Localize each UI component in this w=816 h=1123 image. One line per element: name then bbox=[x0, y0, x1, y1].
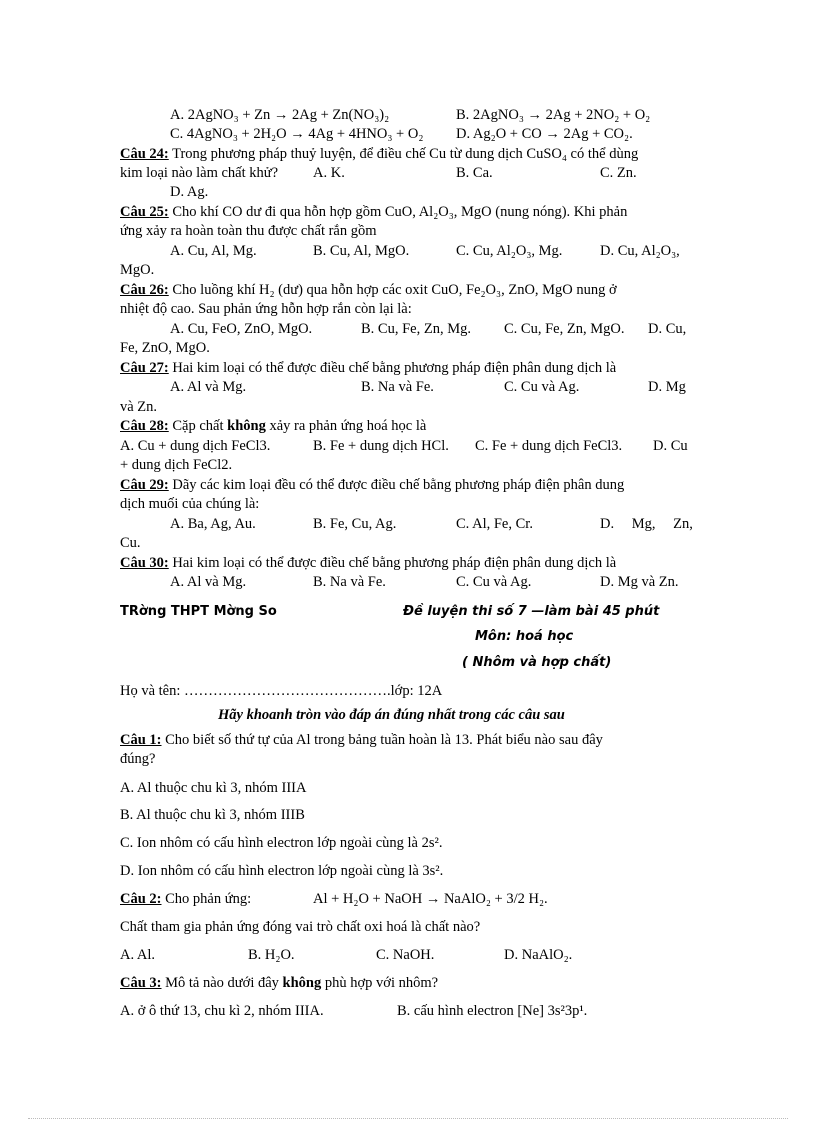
q27-option-b: B. Na và Fe. bbox=[361, 379, 434, 395]
q26-option-d-cont: Fe, ZnO, MgO. bbox=[120, 340, 210, 356]
q26-option-b: B. Cu, Fe, Zn, Mg. bbox=[361, 321, 471, 337]
p3-stem bbox=[120, 974, 438, 992]
student-name-line: Họ và tên: …………………………………….lớp: 12A bbox=[120, 683, 443, 699]
q24-label: Câu 24: bbox=[120, 146, 169, 162]
p3-label: Câu 3: bbox=[120, 975, 162, 991]
p2-label: Câu 2: bbox=[120, 891, 162, 907]
q26-label: Câu 26: bbox=[120, 282, 169, 298]
q27-option-d: D. Mg bbox=[648, 379, 686, 395]
q27-text: Hai kim loại có thể được điều chế bằng phương pháp điện phân dung dịch là bbox=[168, 360, 617, 376]
q30-text: Hai kim loại có thể được điều chế bằng phương pháp điện phân dung dịch là bbox=[168, 555, 617, 571]
school-name: TRờng THPT Mờng So bbox=[120, 604, 277, 619]
q29-label: Câu 29: bbox=[120, 477, 169, 493]
q25-option-b: B. Cu, Al, MgO. bbox=[313, 243, 410, 259]
q27-option-a: A. Al và Mg. bbox=[170, 379, 247, 395]
q28-option-a: A. Cu + dung dịch FeCl3. bbox=[120, 438, 271, 454]
q24-option-d: D. Ag. bbox=[170, 184, 209, 200]
p3-option-b: B. cấu hình electron [Ne] 3s²3p¹. bbox=[397, 1003, 588, 1019]
q23-option-c: C. 4AgNO₃ + 2H₂O → 4Ag + 4HNO₃ + O₂ bbox=[170, 126, 424, 142]
p1-stem-cont: đúng? bbox=[120, 751, 156, 767]
q26-option-d: D. Cu, bbox=[648, 321, 687, 337]
q25-option-a: A. Cu, Al, Mg. bbox=[170, 243, 257, 259]
q24-stem-cont: kim loại nào làm chất khử? bbox=[120, 165, 279, 181]
q23-option-a: A. 2AgNO₃ + Zn → 2Ag + Zn(NO₃)₂ bbox=[170, 107, 390, 123]
q24-option-b: B. Ca. bbox=[456, 165, 493, 181]
q24-text: Trong phương pháp thuỷ luyện, để điều chế Cu từ dung dịch CuSO₄ có thể dùng bbox=[168, 146, 639, 162]
q29-option-c: C. Al, Fe, Cr. bbox=[456, 516, 533, 532]
q29-text: Dãy các kim loại đều có thể được điều chế bằng phương pháp điện phân dung bbox=[168, 477, 625, 493]
q26-stem bbox=[120, 281, 617, 299]
q26-option-c: C. Cu, Fe, Zn, MgO. bbox=[504, 321, 625, 337]
p3-text-pre: Mô tả nào dưới đây bbox=[161, 975, 283, 991]
p1-option-a: A. Al thuộc chu kì 3, nhóm IIIA bbox=[120, 780, 307, 796]
p3-text-post: phù hợp với nhôm? bbox=[321, 975, 439, 991]
q25-option-d-cont: MgO. bbox=[120, 262, 155, 278]
q28-text-bold: không bbox=[227, 418, 266, 434]
q28-text-pre: Cặp chất bbox=[168, 418, 228, 434]
exam-title: Đề luyện thi số 7 —làm bài 45 phút bbox=[403, 604, 660, 619]
q28-option-d: D. Cu bbox=[653, 438, 688, 454]
q27-stem bbox=[120, 359, 616, 377]
p1-stem bbox=[120, 731, 603, 749]
q24-option-a: A. K. bbox=[313, 165, 345, 181]
q25-stem bbox=[120, 203, 627, 221]
p2-stem-cont: Chất tham gia phản ứng đóng vai trò chất oxi hoá là chất nào? bbox=[120, 919, 481, 935]
p2-option-c: C. NaOH. bbox=[376, 947, 435, 963]
q29-option-d-cont: Cu. bbox=[120, 535, 141, 551]
p1-option-c: C. Ion nhôm có cấu hình electron lớp ngoài cùng là 2s². bbox=[120, 835, 443, 851]
q24-stem bbox=[120, 145, 638, 163]
q23-option-b: B. 2AgNO₃ → 2Ag + 2NO₂ + O₂ bbox=[456, 107, 651, 123]
p2-option-b: B. H₂O. bbox=[248, 947, 295, 963]
q28-option-d-cont: + dung dịch FeCl2. bbox=[120, 457, 233, 473]
p1-option-d: D. Ion nhôm có cấu hình electron lớp ngoài cùng là 3s². bbox=[120, 863, 444, 879]
q30-option-c: C. Cu và Ag. bbox=[456, 574, 532, 590]
subject: Môn: hoá học bbox=[475, 629, 574, 644]
p2-text: Cho phản ứng: bbox=[161, 891, 252, 907]
q25-text: Cho khí CO dư đi qua hỗn hợp gồm CuO, Al₂O₃, MgO (nung nóng). Khi phản bbox=[168, 204, 628, 220]
q29-option-b: B. Fe, Cu, Ag. bbox=[313, 516, 397, 532]
p2-equation: Al + H₂O + NaOH → NaAlO₂ + 3/2 H₂. bbox=[313, 891, 548, 907]
p1-label: Câu 1: bbox=[120, 732, 162, 748]
q26-stem-cont: nhiệt độ cao. Sau phản ứng hỗn hợp rắn còn lại là: bbox=[120, 301, 412, 317]
page-bottom-border bbox=[28, 1118, 788, 1119]
q27-label: Câu 27: bbox=[120, 360, 169, 376]
q30-label: Câu 30: bbox=[120, 555, 169, 571]
p2-stem bbox=[120, 890, 251, 908]
topic: ( Nhôm và hợp chất) bbox=[462, 655, 612, 670]
q28-text-post: xảy ra phản ứng hoá học là bbox=[265, 418, 427, 434]
q26-text: Cho luồng khí H₂ (dư) qua hỗn hợp các oxit CuO, Fe₂O₃, ZnO, MgO nung ở bbox=[168, 282, 617, 298]
q25-option-c: C. Cu, Al₂O₃, Mg. bbox=[456, 243, 563, 259]
p2-option-d: D. NaAlO₂. bbox=[504, 947, 573, 963]
q29-stem-cont: dịch muối của chúng là: bbox=[120, 496, 260, 512]
q26-option-a: A. Cu, FeO, ZnO, MgO. bbox=[170, 321, 313, 337]
q29-stem bbox=[120, 476, 624, 494]
q25-label: Câu 25: bbox=[120, 204, 169, 220]
p1-option-b: B. Al thuộc chu kì 3, nhóm IIIB bbox=[120, 807, 305, 823]
q23-option-d: D. Ag₂O + CO → 2Ag + CO₂. bbox=[456, 126, 633, 142]
q27-option-d-cont: và Zn. bbox=[120, 399, 158, 415]
q30-option-b: B. Na và Fe. bbox=[313, 574, 386, 590]
q24-option-c: C. Zn. bbox=[600, 165, 637, 181]
p1-text: Cho biết số thứ tự của Al trong bảng tuần hoàn là 13. Phát biểu nào sau đây bbox=[161, 732, 603, 748]
q30-option-d: D. Mg và Zn. bbox=[600, 574, 679, 590]
q28-label: Câu 28: bbox=[120, 418, 169, 434]
q28-stem bbox=[120, 417, 426, 435]
q25-option-d: D. Cu, Al₂O₃, bbox=[600, 243, 680, 259]
q28-option-c: C. Fe + dung dịch FeCl3. bbox=[475, 438, 623, 454]
p3-option-a: A. ở ô thứ 13, chu kì 2, nhóm IIIA. bbox=[120, 1003, 324, 1019]
q29-option-d: D. Mg, Zn, bbox=[600, 516, 693, 532]
q25-stem-cont: ứng xảy ra hoàn toàn thu được chất rắn gồm bbox=[120, 223, 377, 239]
q30-stem bbox=[120, 554, 616, 572]
p2-option-a: A. Al. bbox=[120, 947, 156, 963]
p3-text-bold: không bbox=[282, 975, 322, 991]
q27-option-c: C. Cu và Ag. bbox=[504, 379, 580, 395]
q30-option-a: A. Al và Mg. bbox=[170, 574, 247, 590]
q29-option-a: A. Ba, Ag, Au. bbox=[170, 516, 256, 532]
q28-option-b: B. Fe + dung dịch HCl. bbox=[313, 438, 449, 454]
instruction: Hãy khoanh tròn vào đáp án đúng nhất trong các câu sau bbox=[218, 707, 565, 723]
